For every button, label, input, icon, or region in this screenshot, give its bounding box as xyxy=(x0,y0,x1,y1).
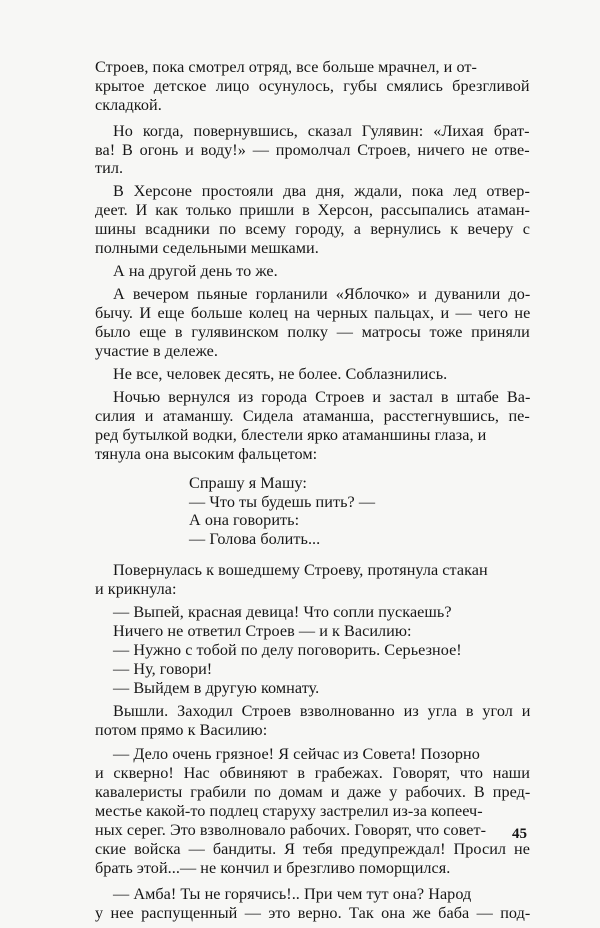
text-line: ных серег. Это взволновало рабочих. Говорят, что совет- xyxy=(95,821,487,839)
text-line: А на другой день то же. xyxy=(113,262,278,280)
text-line: кавалеристы грабили по домам и даже у рабочих. В пред- xyxy=(95,783,531,801)
text-line: ские войска — бандиты. Я тебя предупреждал! Просил не xyxy=(95,840,530,858)
text-line: Вышли. Заходил Строев взволнованно из угла в угол и xyxy=(113,702,531,720)
text-line: — Выйдем в другую комнату. xyxy=(113,679,320,697)
text-line: брать этой...— не кончил и брезгливо поморщился. xyxy=(95,859,451,877)
text-line: тянула она высоким фальцетом: xyxy=(95,445,318,463)
text-line: — Амба! Ты не горячись!.. При чем тут она? Народ xyxy=(113,885,472,903)
text-line: Не все, человек десять, не более. Соблазнились. xyxy=(113,365,448,383)
text-line: — Нужно с тобой по делу поговорить. Серьезное! xyxy=(113,641,462,659)
text-line: Но когда, повернувшись, сказал Гулявин: «Лихая брат- xyxy=(113,122,530,140)
text-line: В Херсоне простояли два дня, ждали, пока лед отвер- xyxy=(113,182,530,200)
text-line: ва! В огонь и воду!» — промолчал Строев, ничего не отве- xyxy=(95,141,530,159)
text-line: местье какой-то подлец старуху застрелил из-за копееч- xyxy=(95,802,483,820)
text-line: — Дело очень грязное! Я сейчас из Совета! Позорно xyxy=(113,745,480,763)
text-line: Ночью вернулся из города Строев и застал в штабе Ва- xyxy=(113,388,531,406)
text-line: Повернулась к вошедшему Строеву, протянула стакан xyxy=(113,561,488,579)
text-line: А вечером пьяные горланили «Яблочко» и дуванили до- xyxy=(113,285,531,303)
text-line: силия и атаманшу. Сидела атаманша, расстегнувшись, пе- xyxy=(95,407,530,425)
text-line: было еще в гулявинском полку — матросы тоже приняли xyxy=(95,323,530,341)
text-line: — Ну, говори! xyxy=(113,660,213,678)
text-line: шины всадники по всему городу, а вернулись к вечеру с xyxy=(95,220,531,238)
text-line: бычу. И еще больше колец на черных пальцах, и — чего не xyxy=(95,304,531,322)
text-line: и скверно! Нас обвиняют в грабежах. Говорят, что наши xyxy=(95,764,530,782)
text-line: А она говорить: xyxy=(189,511,300,529)
text-line: участие в дележе. xyxy=(95,342,218,360)
text-line: — Что ты будешь пить? — xyxy=(189,493,376,511)
text-line: тил. xyxy=(95,159,124,177)
text-line: Ничего не ответил Строев — и к Василию: xyxy=(113,622,412,640)
text-line: — Выпей, красная девица! Что сопли пускаешь? xyxy=(113,603,452,621)
text-line: и крикнула: xyxy=(95,580,177,598)
text-line: полными седельными мешками. xyxy=(95,239,319,257)
text-line: ред бутылкой водки, блестели ярко атаманшины глаза, и xyxy=(95,426,487,444)
text-line: Спрашу я Машу: xyxy=(189,474,307,492)
text-line: потом прямо к Василию: xyxy=(95,721,268,739)
text-line: Строев, пока смотрел отряд, все больше мрачнел, и от- xyxy=(95,58,477,76)
text-line: — Голова болить... xyxy=(189,530,321,548)
text-line: деет. И как только пришли в Херсон, рассыпались атаман- xyxy=(95,201,530,219)
text-line: у нее распущенный — это верно. Так она же баба — под- xyxy=(95,904,531,922)
text-line: крытое детское лицо осунулось, губы смялись брезгливой xyxy=(95,77,530,95)
page-number: 45 xyxy=(512,826,527,842)
text-line: складкой. xyxy=(95,96,162,114)
